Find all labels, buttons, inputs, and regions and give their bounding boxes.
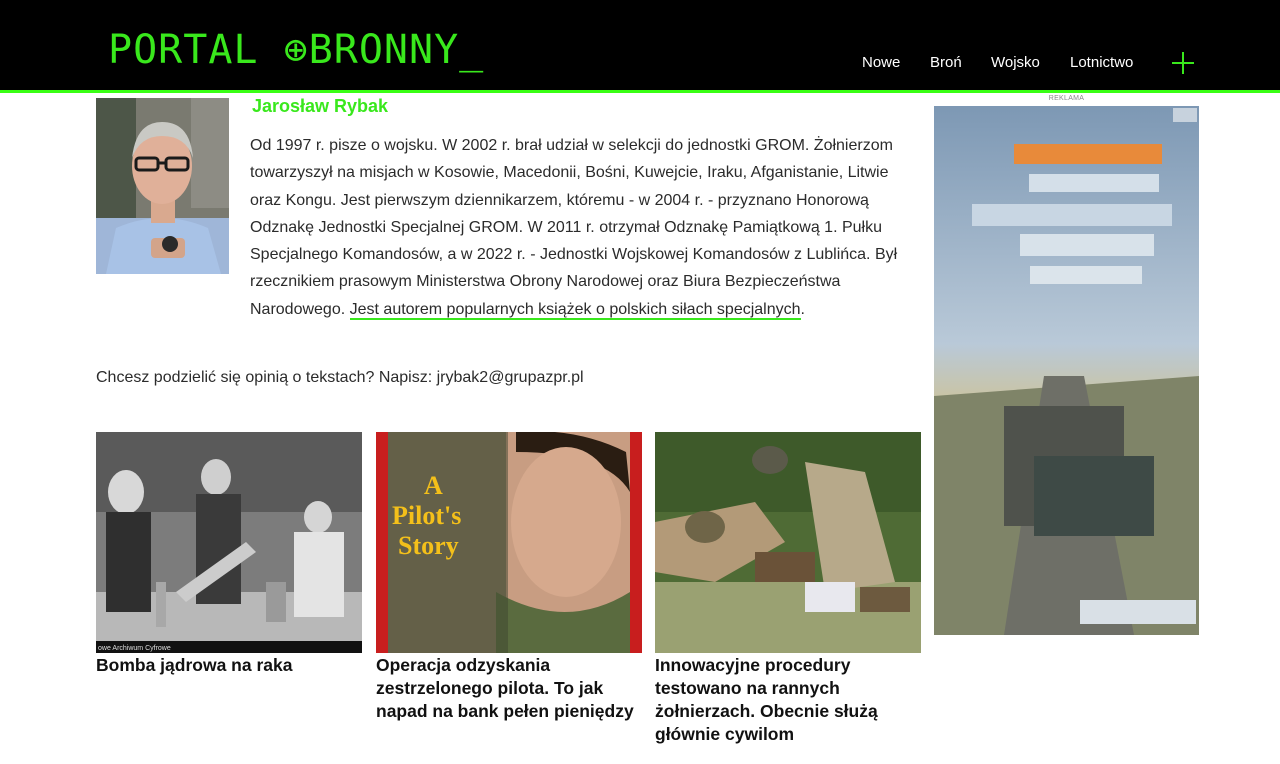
- site-header: [0, 0, 1280, 93]
- ad-close-icon[interactable]: [1173, 108, 1197, 122]
- author-bio: [96, 132, 918, 323]
- cover-text: A: [424, 471, 443, 500]
- article-image[interactable]: [376, 432, 642, 653]
- cover-text: Story: [398, 531, 459, 560]
- advertisement[interactable]: [934, 106, 1199, 635]
- article-image[interactable]: [96, 432, 362, 653]
- plus-icon[interactable]: [1170, 50, 1196, 76]
- article-card[interactable]: [376, 432, 642, 723]
- ad-label: REKLAMA: [1048, 95, 1085, 102]
- image-caption: owe Archiwum Cyfrowe: [98, 645, 171, 652]
- nav-item-wojsko[interactable]: Wojsko: [991, 54, 1040, 71]
- article-title[interactable]: Bomba jądrowa na raka: [96, 655, 293, 675]
- article-title[interactable]: Innowacyjne procedury testowano na rannych żołnierzach. Obecnie służą głównie cywilom: [655, 655, 878, 744]
- cover-text: Pilot's: [392, 501, 462, 530]
- main-nav: [0, 52, 1280, 76]
- bio-end: .: [800, 300, 805, 318]
- site-logo[interactable]: PORTAL ⊕BRONNY_: [108, 27, 485, 73]
- nav-item-bron[interactable]: Broń: [930, 54, 962, 71]
- bio-text: Od 1997 r. pisze o wojsku. W 2002 r. brał udział w selekcji do jednostki GROM. Żołnierzom towarzyszył na misjach w Kosowie, Macedonii, Bośni, Kuwejcie, Iraku, Afganistanie, Litwie oraz Kongu. Jest pierwszym dziennikarzem, któremu - w 2004 r. - przyznano Honorową Odznakę Jednostki Specjalnej GROM. W 2011 r. otrzymał Odznakę Pamiątkową 1. Pułku Specjalnego Komandosów, a w 2022 r. - Jednostki Wojskowej Komandosów z Lublińca. Był rzecznikiem prasowym Ministerstwa Obrony Narodowej oraz Biura Bezpieczeństwa Narodowego.: [250, 137, 898, 318]
- books-link[interactable]: Jest autorem popularnych książek o polskich siłach specjalnych: [349, 300, 801, 318]
- article-title[interactable]: Operacja odzyskania zestrzelonego pilota. To jak napad na bank pełen pieniędzy: [376, 655, 634, 721]
- article-card[interactable]: [655, 432, 921, 746]
- article-card[interactable]: [96, 432, 362, 677]
- nav-item-nowe[interactable]: Nowe: [862, 54, 901, 71]
- author-name[interactable]: Jarosław Rybak: [252, 96, 389, 116]
- article-image[interactable]: [655, 432, 921, 653]
- nav-item-lotnictwo[interactable]: Lotnictwo: [1070, 54, 1134, 71]
- author-contact: Chcesz podzielić się opinią o tekstach? Napisz: jrybak2@grupazpr.pl: [96, 369, 584, 386]
